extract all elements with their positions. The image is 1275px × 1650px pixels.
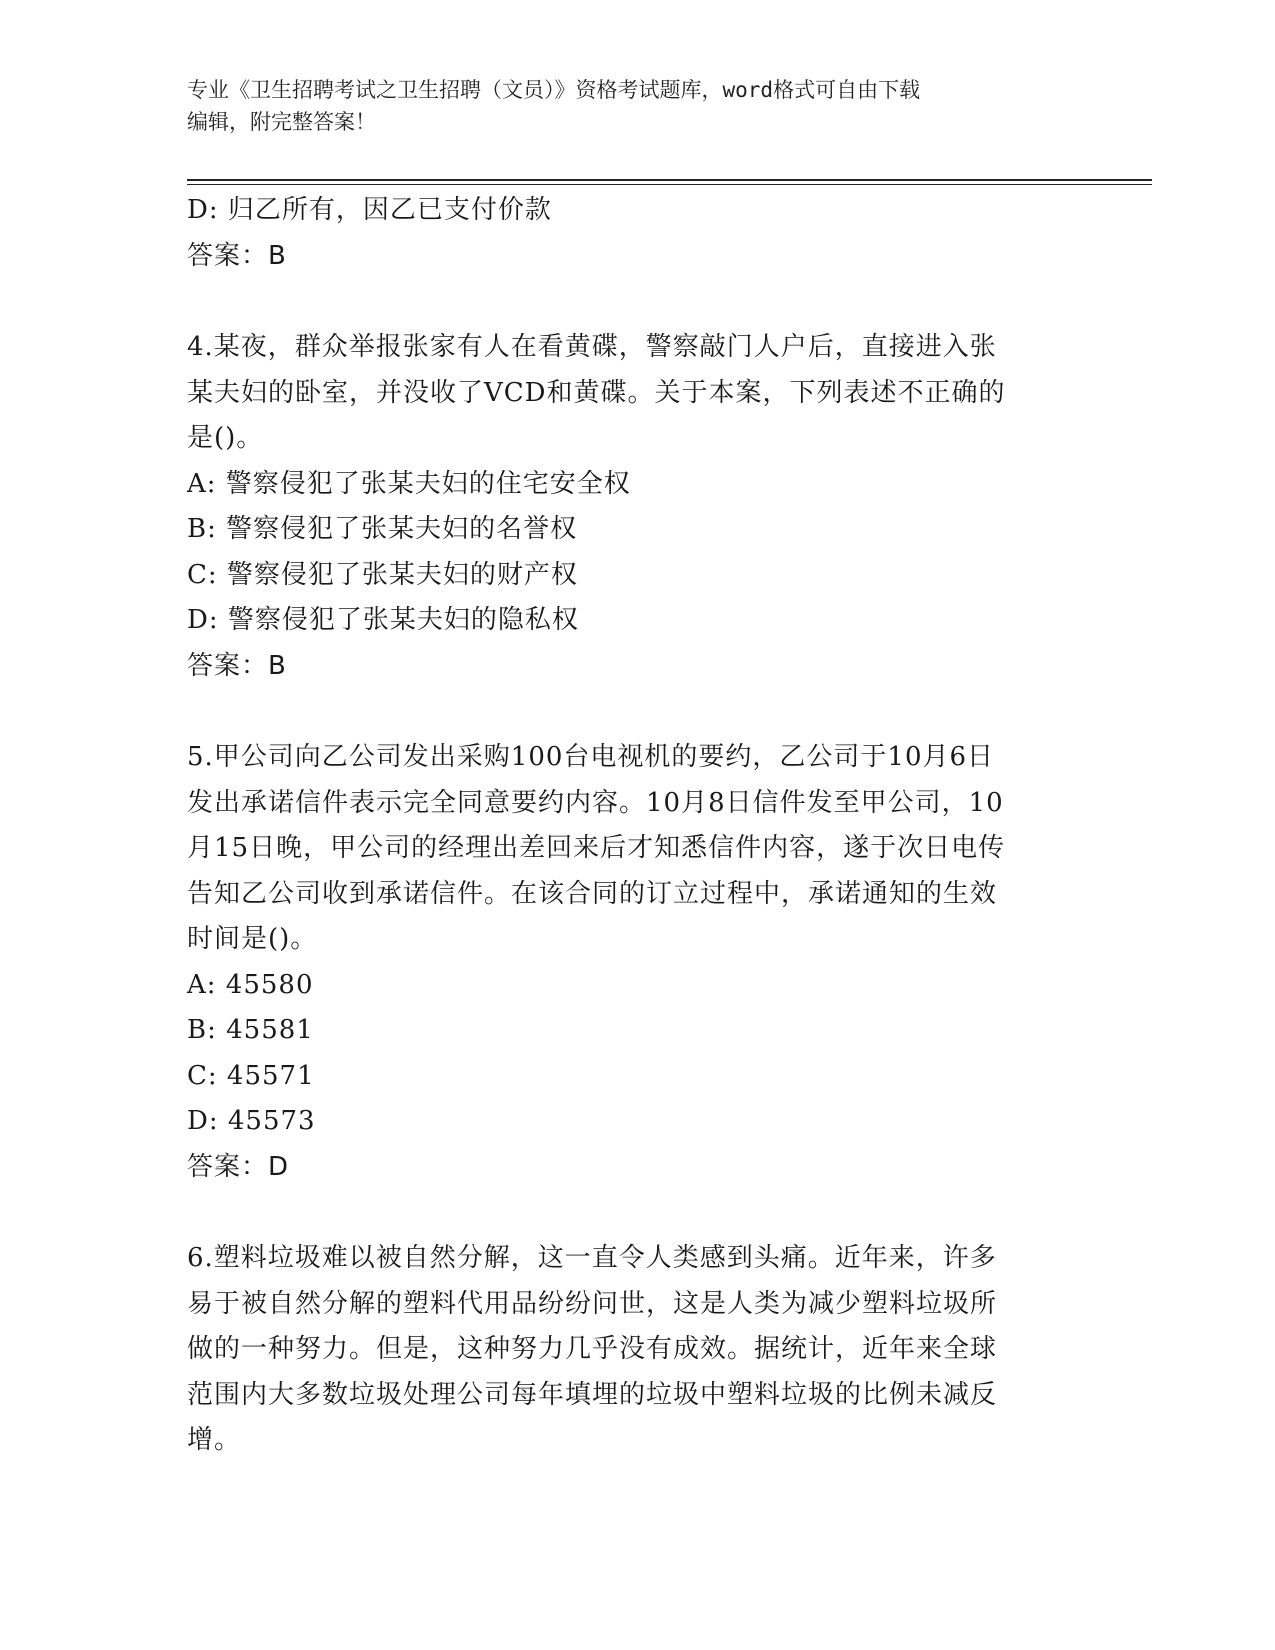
question-4 xyxy=(187,325,1067,689)
document-header xyxy=(187,74,1087,138)
q6-stem-line: 增。 xyxy=(187,1425,242,1455)
q5-stem-line: 5.甲公司向乙公司发出采购100台电视机的要约，乙公司于10月6日 xyxy=(187,742,995,772)
question-6 xyxy=(187,1236,1067,1464)
q3-answer: 答案：B xyxy=(187,240,287,271)
question-content xyxy=(187,188,1067,1464)
q4-option-d: D: 警察侵犯了张某夫妇的隐私权 xyxy=(187,605,579,635)
header-line-1: 专业《卫生招聘考试之卫生招聘（文员）》资格考试题库，word格式可自由下载 xyxy=(187,78,921,102)
q4-answer: 答案：B xyxy=(187,650,287,681)
q4-option-a: A: 警察侵犯了张某夫妇的住宅安全权 xyxy=(187,468,631,499)
q4-stem-line: 4.某夜，群众举报张家有人在看黄碟，警察敲门人户后，直接进入张 xyxy=(187,332,997,362)
q4-stem-line: 某夫妇的卧室，并没收了VCD和黄碟。关于本案，下列表述不正确的 xyxy=(187,377,1006,408)
q5-stem-line: 时间是()。 xyxy=(187,924,318,954)
q3-option-d: D: 归乙所有，因乙已支付价款 xyxy=(187,195,552,225)
q5-option-c: C: 45571 xyxy=(187,1060,315,1091)
spacer xyxy=(187,1190,1067,1236)
header-line-2: 编辑，附完整答案！ xyxy=(187,110,376,134)
q5-option-a: A: 45580 xyxy=(187,969,314,1000)
q4-stem-line: 是()。 xyxy=(187,423,264,453)
header-divider-thick xyxy=(187,179,1152,181)
q5-option-d: D: 45573 xyxy=(187,1106,316,1136)
header-divider-thin xyxy=(187,184,1152,185)
q6-stem-line: 易于被自然分解的塑料代用品纷纷问世，这是人类为减少塑料垃圾所 xyxy=(187,1288,998,1319)
q4-option-b: B: 警察侵犯了张某夫妇的名誉权 xyxy=(187,514,578,544)
spacer xyxy=(187,689,1067,735)
q4-option-c: C: 警察侵犯了张某夫妇的财产权 xyxy=(187,559,578,590)
q5-answer: 答案：D xyxy=(187,1151,290,1182)
q6-stem-line: 6.塑料垃圾难以被自然分解，这一直令人类感到头痛。近年来，许多 xyxy=(187,1243,997,1273)
spacer xyxy=(187,279,1067,325)
q5-option-b: B: 45581 xyxy=(187,1015,314,1045)
q6-stem-line: 范围内大多数垃圾处理公司每年填埋的垃圾中塑料垃圾的比例未减反 xyxy=(187,1379,998,1410)
q5-stem-line: 发出承诺信件表示完全同意要约内容。10月8日信件发至甲公司，10 xyxy=(187,787,1004,818)
question-5 xyxy=(187,735,1067,1190)
q5-stem-line: 告知乙公司收到承诺信件。在该合同的订立过程中，承诺通知的生效 xyxy=(187,878,998,909)
q6-stem-line: 做的一种努力。但是，这种努力几乎没有成效。据统计，近年来全球 xyxy=(187,1334,998,1364)
q5-stem-line: 月15日晚，甲公司的经理出差回来后才知悉信件内容，遂于次日电传 xyxy=(187,833,1006,863)
